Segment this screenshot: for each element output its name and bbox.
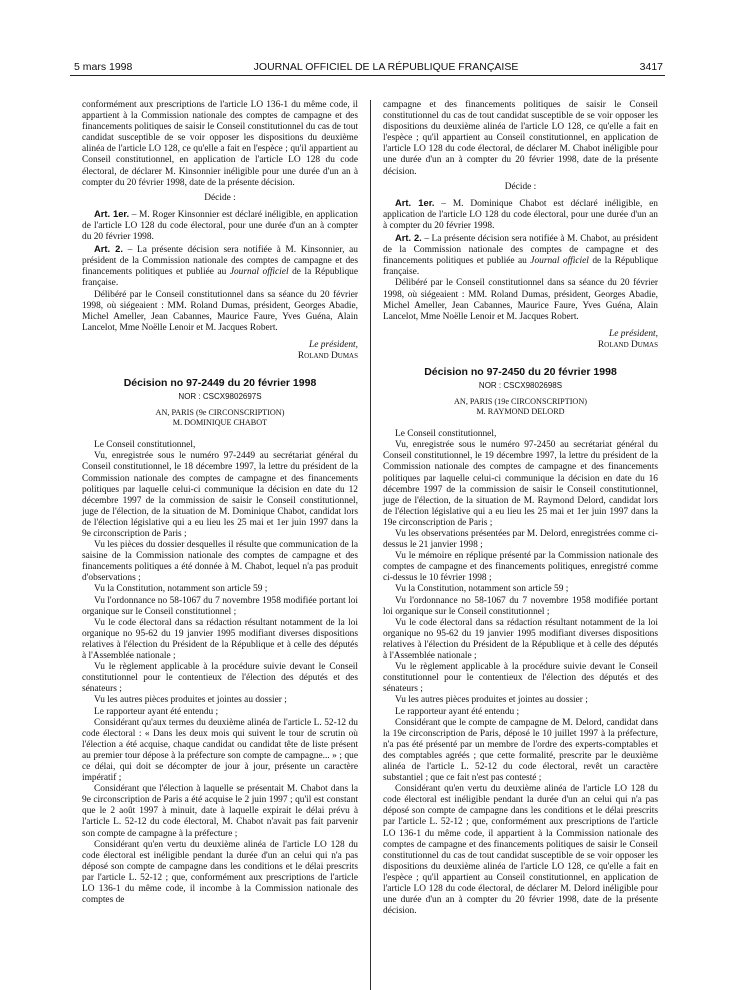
body-paragraph: Le Conseil constitutionnel, <box>395 429 497 440</box>
article-2 <box>383 232 658 278</box>
spacer <box>82 428 358 440</box>
header-date: 5 mars 1998 <box>74 61 133 73</box>
body-paragraph: Vu l'ordonnance no 58-1067 du 7 novembre 1958 modifiée portant loi organique sur le Conseil constitutionnel ; <box>383 595 658 617</box>
district-heading: AN, PARIS (9e CIRCONSCRIPTION) <box>155 408 285 418</box>
running-header <box>74 59 663 73</box>
district-heading: AN, PARIS (19e CIRCONSCRIPTION) <box>454 397 587 407</box>
spacer <box>383 417 658 429</box>
article-2-text-end: de la République française. <box>383 256 659 278</box>
column-divider <box>370 100 371 990</box>
body-paragraph: Le rapporteur ayant été entendu ; <box>395 706 520 717</box>
decision-body <box>383 429 658 917</box>
person-heading: M. DOMINIQUE CHABOT <box>172 418 268 428</box>
right-column <box>383 100 658 917</box>
article-1 <box>82 208 358 243</box>
body-paragraph: Le rapporteur ayant été entendu ; <box>94 706 219 717</box>
article-2-text: – La présente décision sera notifiée à M. Chabot, au président de la Commission nationale des comptes de campagne et des financements politiques et publiée au <box>383 234 658 267</box>
body-paragraph: Vu le code électoral dans sa rédaction résultant notamment de la loi organique no 95-62 du 19 janvier 1995 modifiant diverses dispositions relatives à l'élection du Président de la République et à celle des députés à l'Assemblée nationale ; <box>383 617 658 662</box>
article-2 <box>82 243 358 289</box>
signature-title <box>383 329 658 340</box>
body-paragraph: Considérant qu'aux termes du deuxième alinéa de l'article L. 52-12 du code électoral : « Dans les deux mois qui suivent le tour de scrutin où l'élection a été acquise, chaque candidat ou candidat tête de liste présent au premier tour dépose à la préfecture son compte de campagne... » ; que ce délai, qui doit se décompter de jour à jour, présente un caractère impératif ; <box>82 717 358 784</box>
article-1-label: Art. 1er. <box>395 196 435 208</box>
body-paragraph: Considérant que l'élection à laquelle se présentait M. Chabot dans la 9e circonscription de Paris a été acquise le 2 juin 1997 ; qu'il est constant que le 2 août 1997 à minuit, date à laquelle expirait le délai prévu à l'article L. 52-12 du code électoral, M. Chabot n'avait pas fait parvenir son compte de campagne à la préfecture ; <box>82 784 358 839</box>
article-1-text: – M. Dominique Chabot est déclaré inéligible, en application de l'article LO 128 du code électoral, pour une durée d'un an à compter du 20 février 1998. <box>383 198 658 231</box>
signature-name: Roland Dumas <box>597 339 658 350</box>
continuation-paragraph <box>82 100 358 189</box>
decision-title: Décision no 97-2450 du 20 février 1998 <box>424 365 617 378</box>
article-1-text: – M. Roger Kinsonnier est déclaré inéligible, en application de l'article LO 128 du code électoral, pour une durée d'un an à compter du 20 février 1998. <box>82 209 358 243</box>
intro-end: date de la présente décision. <box>186 177 295 188</box>
decision-body <box>82 440 358 906</box>
deliberation: Délibéré par le Conseil constitutionnel dans sa séance du 20 février 1998, où siégeaient : MM. Roland Dumas, président, Georges Abadie, Michel Ameller, Jean Cabannes, Maurice Faure, Yves Guéna, Alain Lancelot, Mme Noëlle Lenoir et M. Jacques Robert. <box>82 289 358 333</box>
article-2-label: Art. 2. <box>395 232 422 244</box>
article-2-text-end: de la République française. <box>82 267 358 289</box>
signature-name: Roland Dumas <box>297 350 358 361</box>
body-paragraph: Considérant qu'en vertu du deuxième alinéa de l'article LO 128 du code électoral est inéligible pendant la durée d'un an celui qui n'a pas déposé son compte de campagne dans les conditions et le délai prescrits par l'article L. 52-12 ; que, conformément aux prescriptions de l'article LO 136-1 du même code, il appartient à la Commission nationale des comptes de campagne et des financements politiques de saisir le Conseil constitutionnel du cas de tout candidat susceptible de se voir opposer les dispositions du deuxième alinéa de l'article LO 128, ce qu'elle a fait en l'espèce ; qu'il appartient au Conseil constitutionnel, en application de l'article LO 128 du code électoral, de déclarer M. Delord inéligible pour une durée d'un an à compter du 20 février 1998, date de la présente décision. <box>383 784 658 917</box>
person-heading: M. RAYMOND DELORD <box>476 407 565 417</box>
continuation-paragraph: campagne et des financements politiques de saisir le Conseil constitutionnel du cas de tout candidat susceptible de se voir opposer les dispositions du deuxième alinéa de l'article LO 128, ce qu'elle a fait en l'espèce ; qu'il appartient au Conseil constitutionnel, en application de l'article LO 128 du code électoral, de déclarer M. Chabot inéligible pour une durée d'un an à compter du 20 février 1998, date de la présente décision. <box>383 100 658 177</box>
left-column <box>82 100 358 906</box>
decision-title: Décision no 97-2449 du 20 février 1998 <box>123 377 317 390</box>
body-paragraph: Le Conseil constitutionnel, <box>94 440 196 451</box>
body-paragraph: Vu les observations présentées par M. Delord, enregistrées comme ci-dessus le 21 janvier 1998 ; <box>383 529 658 551</box>
signature-title <box>82 340 358 351</box>
deliberation: Délibéré par le Conseil constitutionnel dans sa séance du 20 février 1998, où siégeaient : MM. Roland Dumas, président, Georges Abadie, Michel Ameller, Jean Cabannes, Maurice Faure, Yves Guéna, Alain Lancelot, Mme Noëlle Lenoir et M. Jacques Robert. <box>383 278 658 322</box>
decide-heading: Décide : <box>204 192 236 203</box>
signature-title-text: Le président, <box>309 339 358 350</box>
spacer <box>383 351 658 357</box>
article-2-text: – La présente décision sera notifiée à M. Kinsonnier, au président de la Commission nationale des comptes de campagne et des financements politiques et publiée au <box>82 245 358 278</box>
body-paragraph: Vu les autres pièces produites et jointes au dossier ; <box>395 695 588 706</box>
body-paragraph: Vu les pièces du dossier desquelles il résulte que communication de la saisine de la Commission nationale des comptes de campagne et des financements politiques a été donnée à M. Chabot, lequel n'a pas produit d'observations ; <box>82 540 358 584</box>
intro-text: conformément aux prescriptions de l'article LO 136-1 du même code, il appartient à la Commission nationale des comptes de campagne et des financements politiques de saisir le Conseil constitutionnel du cas de tout candidat susceptible de se voir opposer les dispositions du deuxième alinéa de l'article LO 128, ce qu'elle a fait en l'espèce ; qu'il appartient au Conseil constitutionnel, en application de l'article LO 128 du code électoral, de déclarer M. Kinsonnier inéligible pour une durée d'un an à compter du 20 février 1998, <box>82 100 358 188</box>
header-rule <box>70 75 665 76</box>
body-paragraph: Considérant qu'en vertu du deuxième alinéa de l'article LO 128 du code électoral est inéligible pendant la durée d'un an celui qui n'a pas déposé son compte de campagne dans les conditions et le délai prescrits par l'article L. 52-12 ; que, conformément aux prescriptions de l'article LO 136-1 du même code, il incombe à la Commission nationale des comptes de <box>82 839 358 906</box>
body-paragraph: Vu les autres pièces produites et jointes au dossier ; <box>94 695 287 706</box>
body-paragraph: Vu le mémoire en réplique présenté par la Commission nationale des comptes de campagne et des financements politiques, enregistré comme ci-dessus le 10 février 1998 ; <box>383 551 658 584</box>
article-1-label: Art. 1er. <box>94 207 130 219</box>
article-2-label: Art. 2. <box>94 243 123 255</box>
body-paragraph: Vu, enregistrée sous le numéro 97-2449 au secrétariat général du Conseil constitutionnel, le 18 décembre 1997, la lettre du président de la Commission nationale des comptes de campagne et des financements politiques par laquelle celui-ci communique la décision en date du 12 décembre 1997 de la commission de saisir le Conseil constitutionnel, juge de l'élection, de la situation de M. Dominique Chabot, candidat lors de l'élection législative qui a eu lieu les 25 mai et 1er juin 1997 dans la 9e circonscription de Paris ; <box>82 451 358 539</box>
body-paragraph: Vu l'ordonnance no 58-1067 du 7 novembre 1958 modifiée portant loi organique sur le Conseil constitutionnel ; <box>82 595 358 617</box>
nor-reference: NOR : CSCX9802697S <box>178 392 262 402</box>
spacer <box>82 362 358 368</box>
body-paragraph: Vu, enregistrée sous le numéro 97-2450 au secrétariat général du Conseil constitutionnel, le 19 décembre 1997, la lettre du président de la Commission nationale des comptes de campagne et des financements politiques par laquelle celui-ci communique la décision en date du 16 décembre 1997 de la commission de saisir le Conseil constitutionnel, juge de l'élection, de la situation de M. Raymond Delord, candidat lors de l'élection législative qui a eu lieu les 25 mai et 1er juin 1997 dans la 19e circonscription de Paris ; <box>383 440 658 528</box>
body-paragraph: Considérant que le compte de campagne de M. Delord, candidat dans la 19e circonscription de Paris, déposé le 10 juillet 1997 à la préfecture, n'a pas été présenté par un membre de l'ordre des experts-comptables et des comptables agréés ; que cette formalité, prescrite par le deuxième alinéa de l'article L. 52-12 du code électoral, revêt un caractère substantiel ; que ce fait n'est pas contesté ; <box>383 717 658 784</box>
article-1 <box>383 197 658 232</box>
header-page-number: 3417 <box>639 61 663 73</box>
body-paragraph: Vu la Constitution, notamment son article 59 ; <box>395 584 569 595</box>
decide-heading: Décide : <box>504 181 537 192</box>
header-journal-title: JOURNAL OFFICIEL DE LA RÉPUBLIQUE FRANÇAISE <box>253 61 519 73</box>
body-paragraph: Vu le code électoral dans sa rédaction résultant notamment de la loi organique no 95-62 du 19 janvier 1995 modifiant diverses dispositions relatives à l'élection du Président de la République et à celle des députés à l'Assemblée nationale ; <box>82 617 358 662</box>
body-paragraph: Vu le règlement applicable à la procédure suivie devant le Conseil constitutionnel pour le contentieux de l'élection des députés et des sénateurs ; <box>383 662 658 695</box>
journal-officiel-ref: Journal officiel <box>229 267 289 278</box>
signature-title-text: Le président, <box>609 328 658 339</box>
body-paragraph: Vu la Constitution, notamment son article 59 ; <box>94 584 268 595</box>
nor-reference: NOR : CSCX9802698S <box>478 381 563 391</box>
body-paragraph: Vu le règlement applicable à la procédure suivie devant le Conseil constitutionnel pour le contentieux de l'élection des députés et des sénateurs ; <box>82 662 358 695</box>
journal-officiel-ref: Journal officiel <box>530 256 589 267</box>
